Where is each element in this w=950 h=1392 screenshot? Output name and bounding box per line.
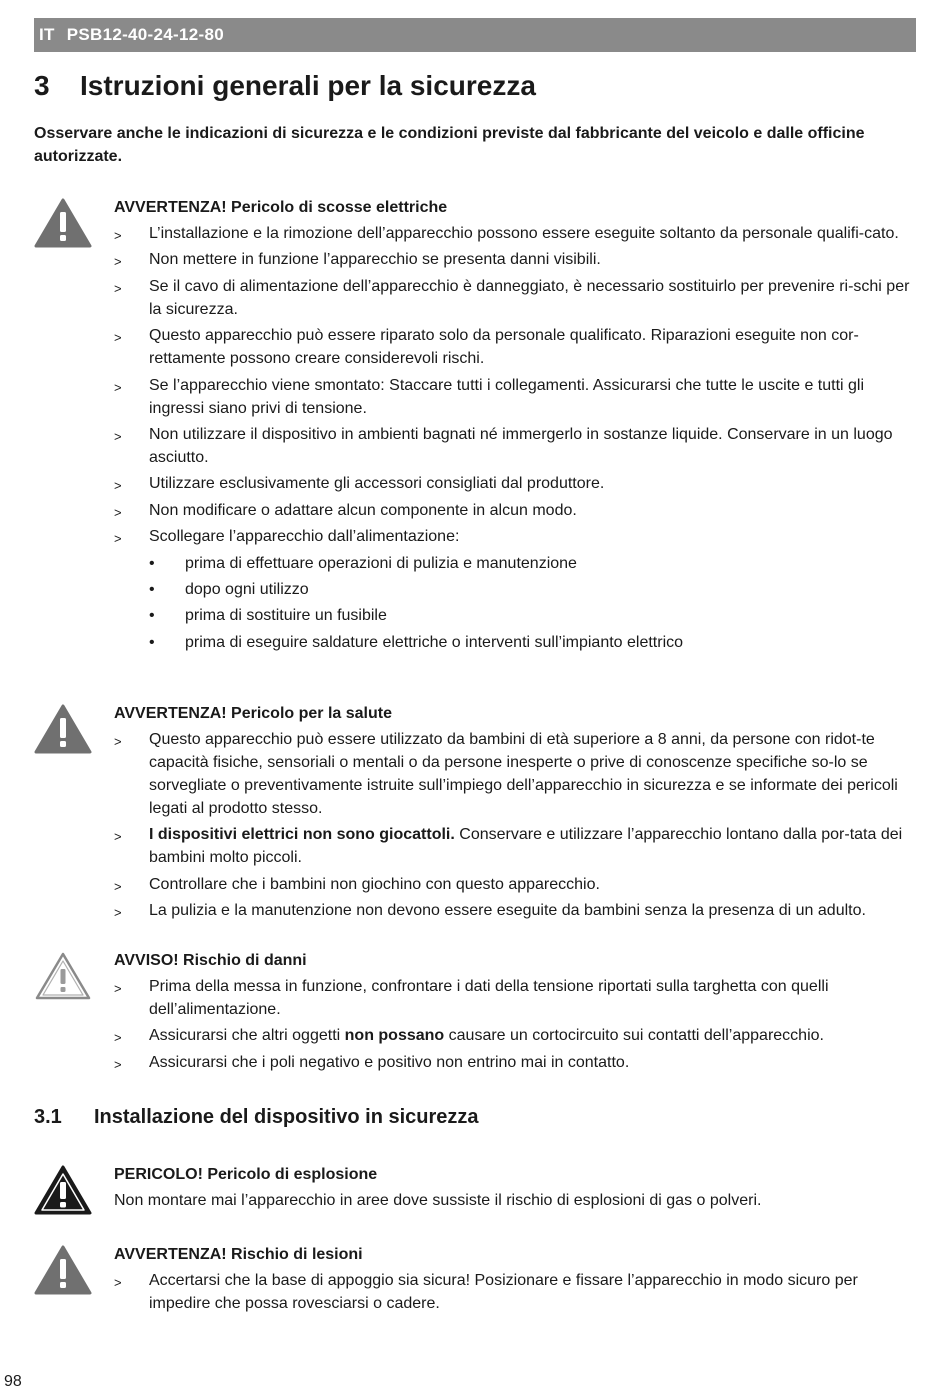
list-item: > Non modificare o adattare alcun componente in alcun modo. bbox=[114, 499, 916, 522]
list-item: > Prima della messa in funzione, confrontare i dati della tensione riportati sulla targhetta con quelli dell’alimentazione. bbox=[114, 975, 916, 1021]
section-number: 3 bbox=[34, 70, 50, 101]
model-number: PSB12-40-24-12-80 bbox=[66, 25, 224, 44]
language-code: IT bbox=[39, 25, 55, 44]
list-item: > Utilizzare esclusivamente gli accessori consigliati dal produttore. bbox=[114, 472, 916, 495]
page-number: 98 bbox=[4, 1373, 22, 1390]
danger-explosion-text: Non montare mai l’apparecchio in aree dove sussiste il rischio di esplosioni di gas o polveri. bbox=[114, 1192, 762, 1209]
list-item bbox=[114, 823, 916, 869]
sub-list-item: • prima di effettuare operazioni di pulizia e manutenzione bbox=[114, 552, 916, 575]
emphasis-text: non possano bbox=[344, 1027, 445, 1045]
list-item: > Scollegare l’apparecchio dall’alimentazione: bbox=[114, 525, 916, 548]
list-item: > Questo apparecchio può essere riparato solo da personale qualificato. Riparazioni eseguite non cor-rettamente possono creare considerevoli rischi. bbox=[114, 324, 916, 370]
list-item: > Assicurarsi che i poli negativo e positivo non entrino mai in contatto. bbox=[114, 1051, 916, 1074]
notice-triangle-icon bbox=[34, 951, 92, 1001]
warning-injury-title: AVVERTENZA! Rischio di lesioni bbox=[114, 1246, 363, 1263]
warning-triangle-icon bbox=[34, 198, 92, 248]
subsection-title: Installazione del dispositivo in sicurezza bbox=[94, 1106, 479, 1128]
list-item: > Se il cavo di alimentazione dell’apparecchio è danneggiato, è necessario sostituirlo per prevenire ri-schi per la sicurezza. bbox=[114, 275, 916, 321]
list-item: > Se l’apparecchio viene smontato: Staccare tutti i collegamenti. Assicurarsi che tutte le uscite e tutti gli ingressi siano privi di tensione. bbox=[114, 374, 916, 420]
warning-health-title: AVVERTENZA! Pericolo per la salute bbox=[114, 705, 392, 722]
section-title: Istruzioni generali per la sicurezza bbox=[80, 70, 536, 101]
notice-damage-title: AVVISO! Rischio di danni bbox=[114, 952, 307, 969]
list-item: > Non utilizzare il dispositivo in ambienti bagnati né immergerlo in sostanze liquide. Conservare in un luogo asciutto. bbox=[114, 423, 916, 469]
list-item-text: causare un cortocircuito sui contatti dell’apparecchio. bbox=[444, 1027, 824, 1045]
list-item: > Non mettere in funzione l’apparecchio se presenta danni visibili. bbox=[114, 248, 916, 271]
document-header bbox=[34, 18, 916, 52]
subsection-heading bbox=[34, 1103, 479, 1131]
list-item: > Questo apparecchio può essere utilizzato da bambini di età superiore a 8 anni, da persone con ridot-te capacità fisiche, sensoriali o mentali o da persone inesperte o prive di conoscenze specifiche so-lo se sorvegliate o preventivamente istruite sull’impiego dell’apparecchio in sicurezza e se informate dei pericoli legati al prodotto stesso. bbox=[114, 728, 916, 820]
list-item: > Accertarsi che la base di appoggio sia sicura! Posizionare e fissare l’apparecchio in modo sicuro per impedire che possa rovesciarsi o cadere. bbox=[114, 1269, 916, 1315]
sub-list-item: • prima di eseguire saldature elettriche o interventi sull’impianto elettrico bbox=[114, 631, 916, 654]
warning-triangle-icon bbox=[34, 704, 92, 754]
list-item bbox=[114, 1024, 916, 1047]
sub-list-item: • dopo ogni utilizzo bbox=[114, 578, 916, 601]
list-item: > Controllare che i bambini non giochino con questo apparecchio. bbox=[114, 873, 916, 896]
section-heading bbox=[34, 68, 536, 104]
list-item-text: Assicurarsi che altri oggetti bbox=[149, 1027, 345, 1045]
intro-text: Osservare anche le indicazioni di sicurezza e le condizioni previste dal fabbricante del veicolo e dalle officine autorizzate. bbox=[34, 125, 865, 165]
list-item-text: Conservare e utilizzare l’apparecchio lontano dalla por-tata dei bambini molto piccoli. bbox=[149, 826, 903, 867]
warning-triangle-icon bbox=[34, 1245, 92, 1295]
danger-triangle-icon bbox=[34, 1165, 92, 1215]
subsection-number: 3.1 bbox=[34, 1106, 62, 1128]
list-item: > L’installazione e la rimozione dell’apparecchio possono essere eseguite soltanto da personale qualifi-cato. bbox=[114, 222, 916, 245]
emphasis-text: I dispositivi elettrici non sono giocattoli. bbox=[149, 826, 455, 844]
danger-explosion-title: PERICOLO! Pericolo di esplosione bbox=[114, 1166, 378, 1183]
warning-electric-title: AVVERTENZA! Pericolo di scosse elettriche bbox=[114, 199, 448, 216]
sub-list-item: • prima di sostituire un fusibile bbox=[114, 604, 916, 627]
list-item: > La pulizia e la manutenzione non devono essere eseguite da bambini senza la presenza di un adulto. bbox=[114, 899, 916, 922]
